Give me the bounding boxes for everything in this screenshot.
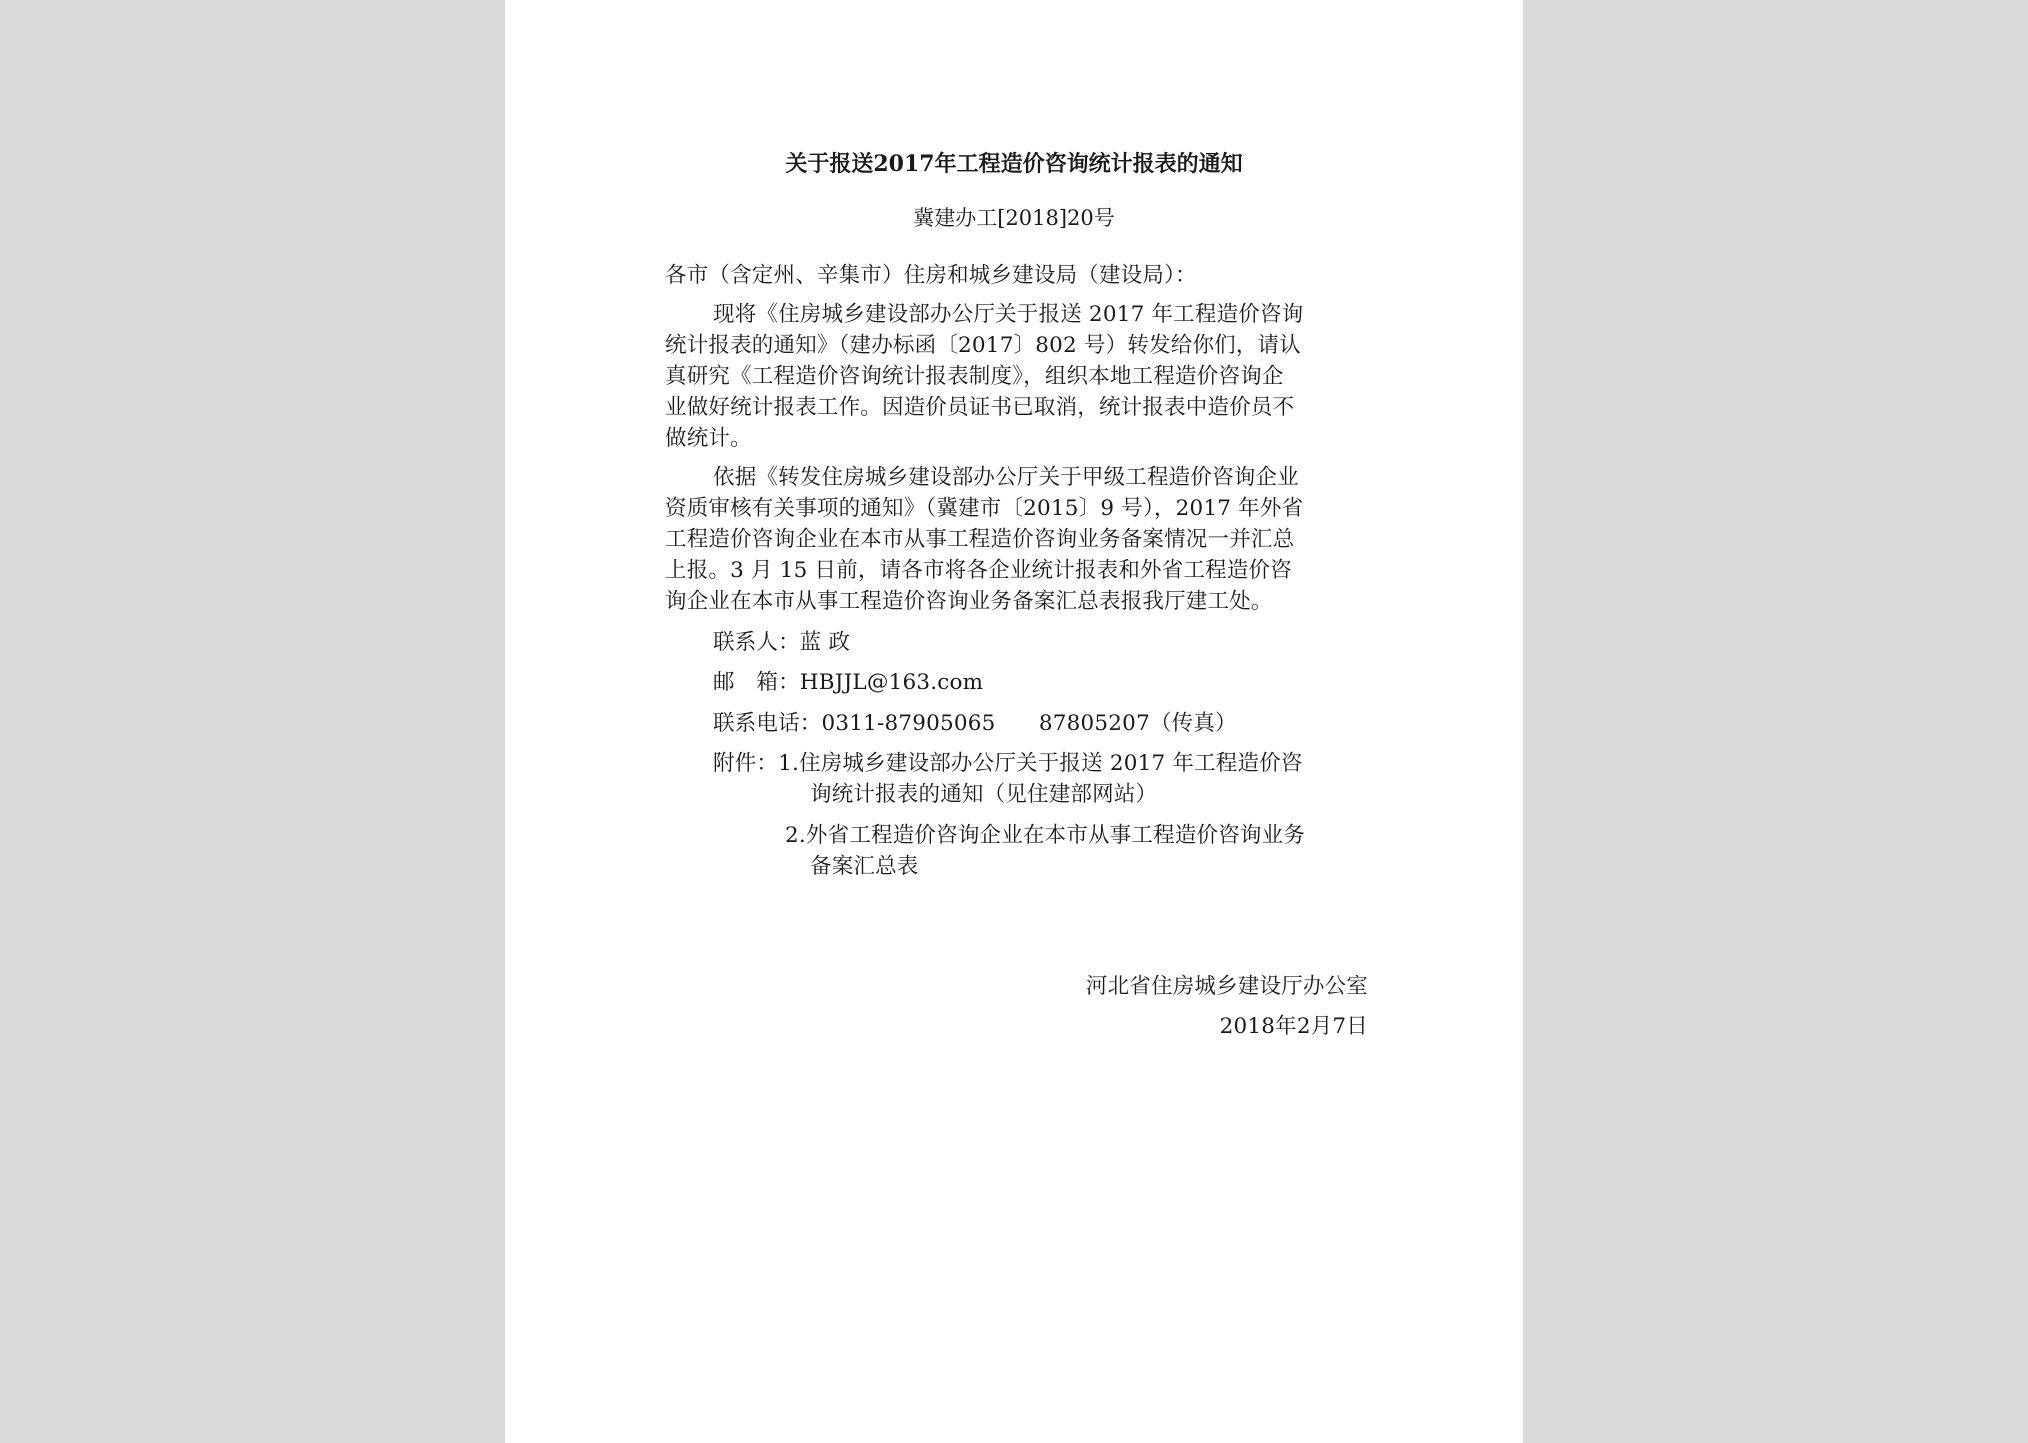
- paragraph1-line: 业做好统计报表工作。因造价员证书已取消，统计报表中造价员不: [665, 395, 1295, 420]
- issuer: 河北省住房城乡建设厅办公室: [1085, 974, 1368, 999]
- paragraph2-line: 询企业在本市从事工程造价咨询业务备案汇总表报我厅建工处。: [665, 589, 1273, 614]
- paragraph1-line: 统计报表的通知》（建办标函〔2017〕802 号）转发给你们，请认: [665, 333, 1301, 358]
- document-number: 冀建办工[2018]20号: [913, 206, 1115, 230]
- attachment-2-line: 2.外省工程造价咨询企业在本市从事工程造价咨询业务: [785, 823, 1306, 848]
- document-title: 关于报送2017年工程造价咨询统计报表的通知: [785, 151, 1243, 177]
- paragraph2-line: 工程造价咨询企业在本市从事工程造价咨询业务备案情况一并汇总: [665, 527, 1295, 552]
- paragraph2-line: 资质审核有关事项的通知》（冀建市〔2015〕9 号），2017 年外省: [665, 496, 1304, 521]
- attachment-1-line: 询统计报表的通知（见住建部网站）: [810, 782, 1158, 807]
- attachment-1-line: 附件：1.住房城乡建设部办公厅关于报送 2017 年工程造价咨: [713, 751, 1303, 776]
- paragraph1-line: 做统计。: [665, 426, 752, 451]
- paragraph2-line: 上报。3 月 15 日前，请各市将各企业统计报表和外省工程造价咨: [665, 558, 1292, 583]
- contact-email: 邮 箱：HBJJL@163.com: [713, 670, 984, 695]
- paragraph2-line: 依据《转发住房城乡建设部办公厅关于甲级工程造价咨询企业: [713, 465, 1299, 490]
- issue-date: 2018年2月7日: [1219, 1014, 1368, 1039]
- contact-phone: 联系电话：0311-87905065 87805207（传真）: [713, 711, 1237, 736]
- document-page: [505, 0, 1523, 1443]
- salutation: 各市（含定州、辛集市）住房和城乡建设局（建设局）：: [665, 263, 1197, 288]
- attachment-2-line: 备案汇总表: [810, 854, 919, 879]
- paragraph1-line: 真研究《工程造价咨询统计报表制度》，组织本地工程造价咨询企: [665, 364, 1284, 389]
- contact-person: 联系人：蓝 政: [713, 630, 851, 655]
- paragraph1-line: 现将《住房城乡建设部办公厅关于报送 2017 年工程造价咨询: [713, 302, 1304, 327]
